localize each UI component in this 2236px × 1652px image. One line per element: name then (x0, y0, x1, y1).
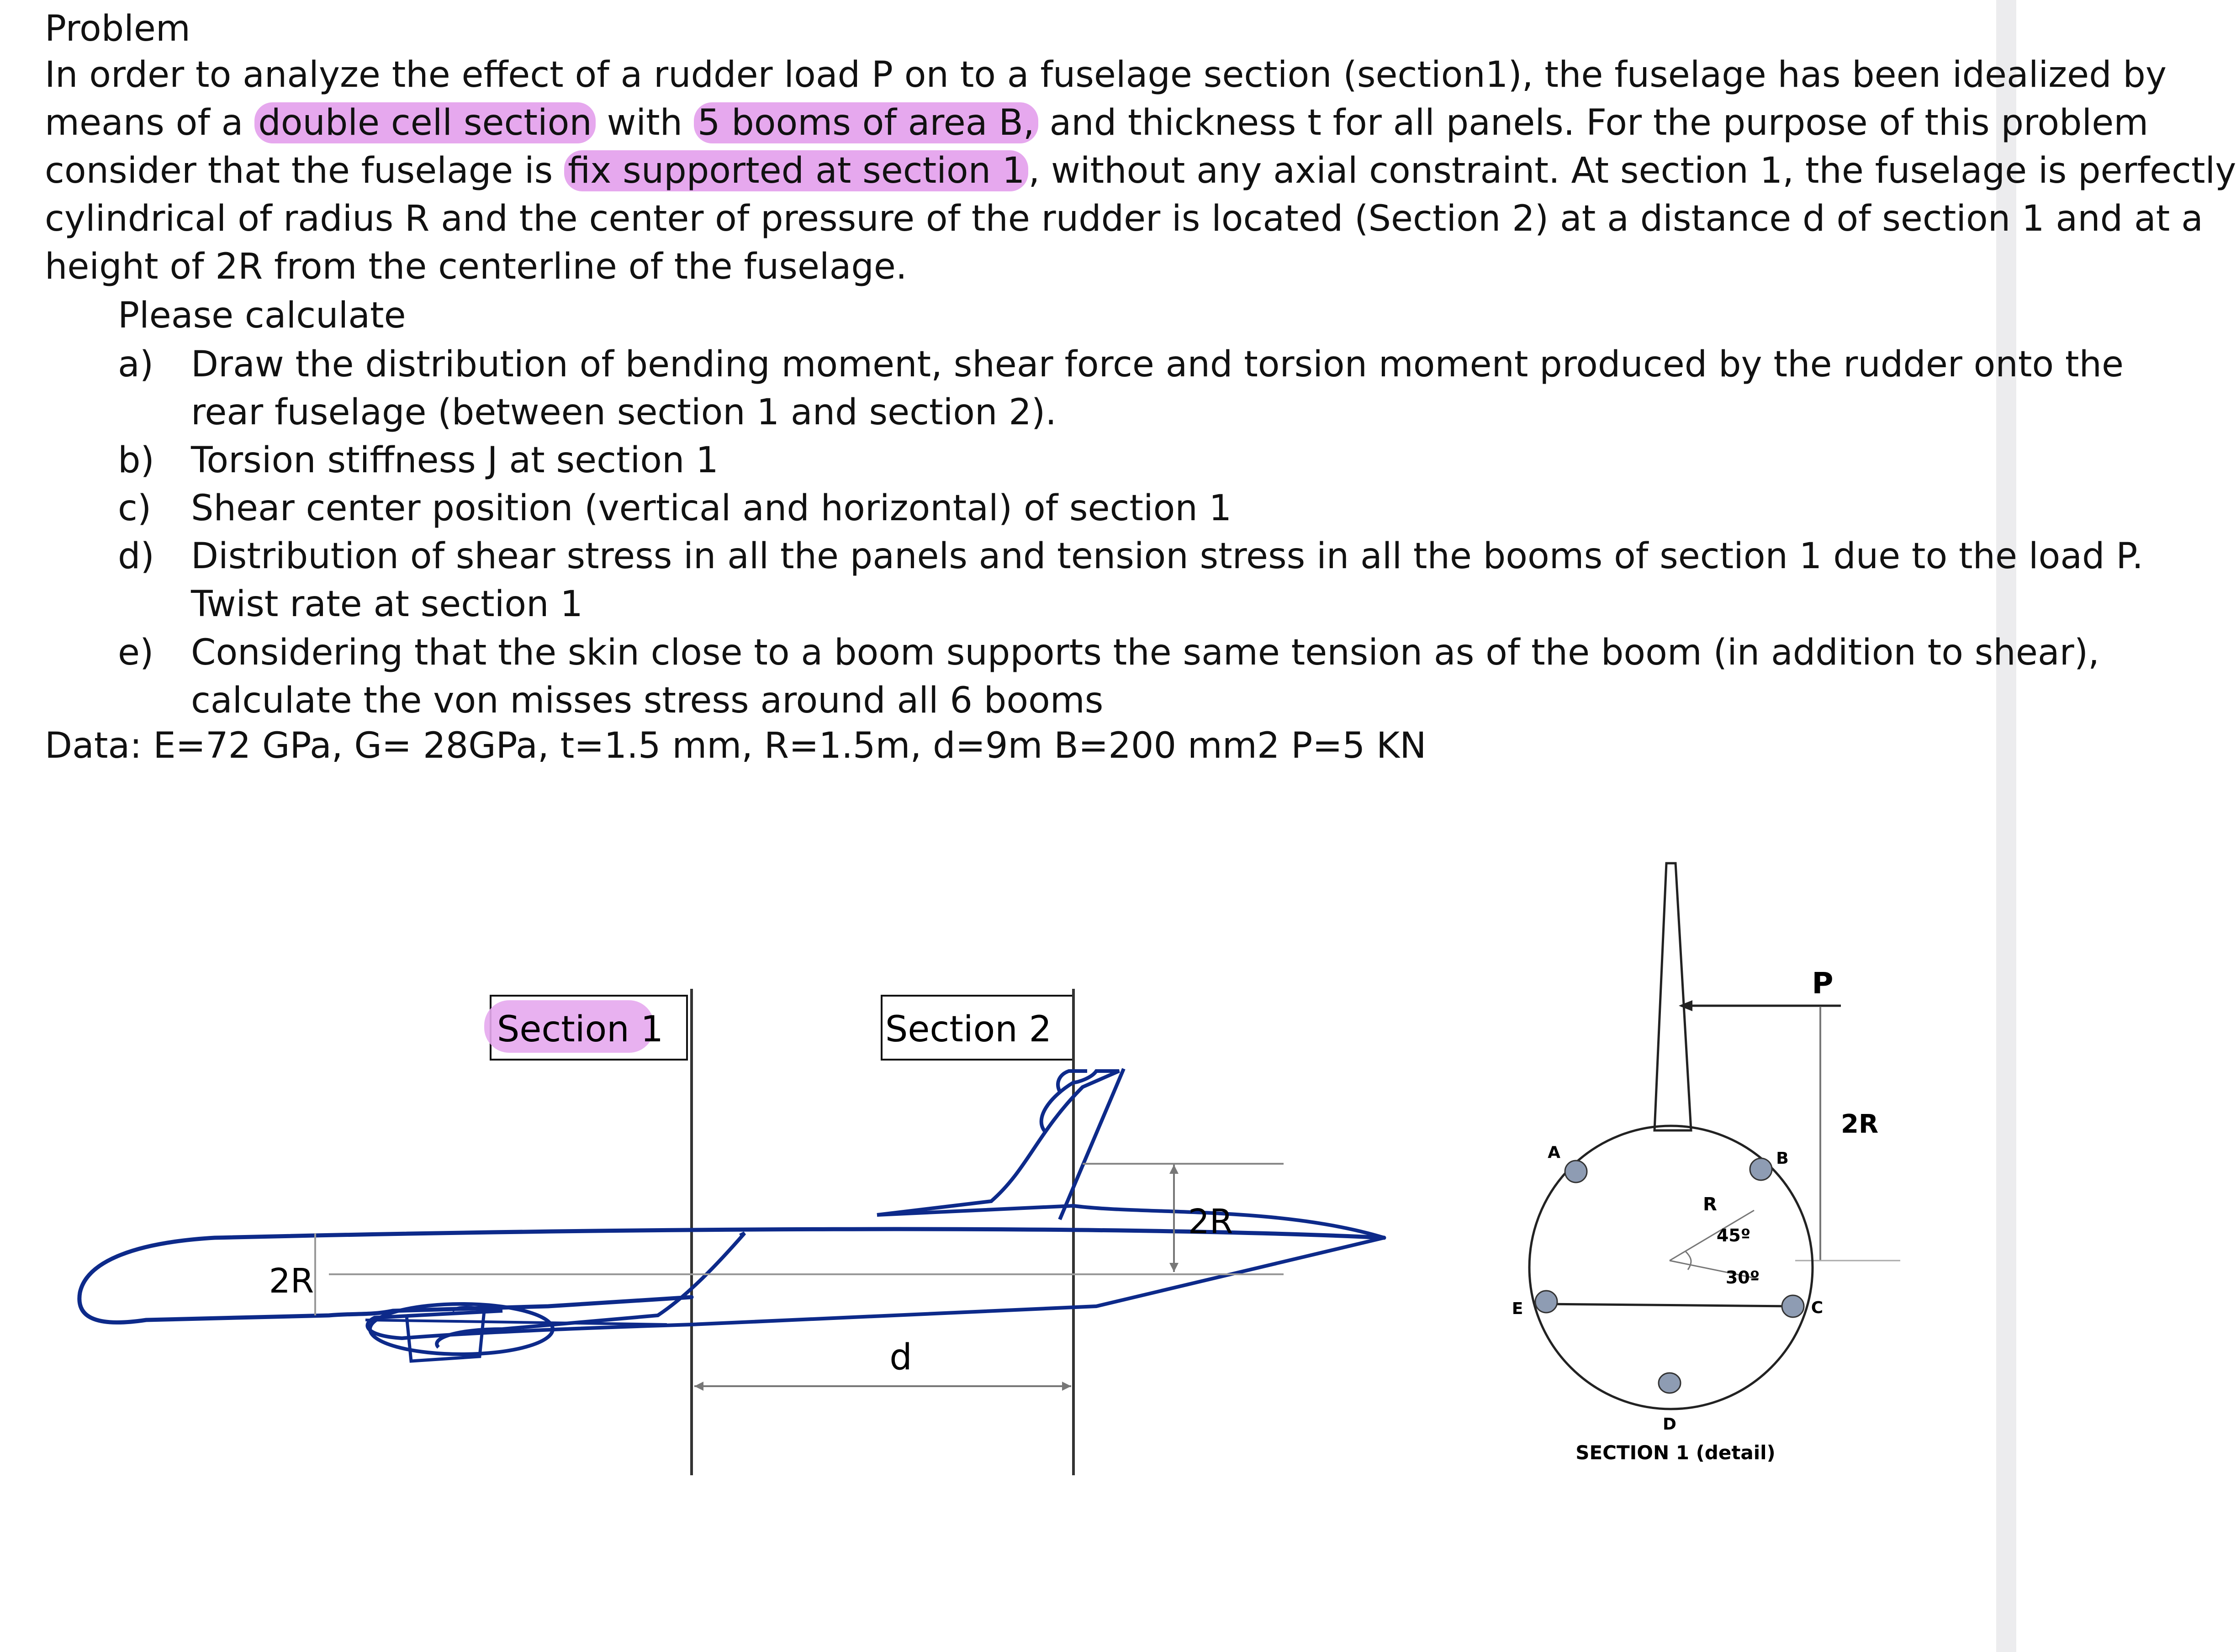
statement-line-5: height of 2R from the centerline of the fuselage. (45, 246, 907, 287)
rudder-fin (1655, 863, 1691, 1130)
load-label: P (1812, 967, 1834, 1001)
boom-d-label: D (1663, 1415, 1676, 1434)
statement-line-1: In order to analyze the effect of a rudder load P on to a fuselage section (section1), the fuselage has been idealized by (45, 54, 2167, 95)
distance-label: d (889, 1337, 912, 1378)
boom-b (1750, 1158, 1772, 1180)
boom-c (1782, 1295, 1804, 1317)
angle-arc (1686, 1251, 1691, 1270)
angle-30-label: 30º (1725, 1267, 1760, 1288)
boom-c-label: C (1811, 1298, 1824, 1317)
horizontal-web (1543, 1304, 1793, 1306)
statement-line-2: means of a double cell section with 5 booms of area B, and thickness t for all panels. For the purpose of this problem (45, 102, 2149, 143)
boom-b-label: B (1776, 1149, 1789, 1168)
section2-label: Section 2 (885, 1009, 1052, 1050)
load-arrow (1679, 1000, 1692, 1011)
left-height-label: 2R (269, 1261, 314, 1301)
boom-a-label: A (1548, 1143, 1560, 1162)
problem-title: Problem (45, 8, 190, 49)
section-detail-caption: SECTION 1 (detail) (1575, 1441, 1776, 1464)
boom-a (1565, 1161, 1587, 1182)
boom-e-label: E (1512, 1299, 1523, 1318)
load-height-label: 2R (1841, 1109, 1879, 1139)
section1-label: Section 1 (497, 1009, 664, 1050)
problem-document: Problem In order to analyze the effect of a rudder load P on to a fuselage section (section1), the fuselage has been idealized by means of a double cell section with 5 booms of area B, and thickness t for all panels. For the purpose of this problem consider that the fuselage is fix supported at section 1 , without any axial constraint. At section 1, the fuselage is perfectly cylindrical of radius R and the center of pressure of the rudder is located (Section 2) at a distance d of section 1 and at a height of 2R from the centerline of the fuselage. Please calculate a) Draw the distribution of bending moment, shear force and torsion moment produced by the rudder onto the rear fuselage (between section 1 and section 2). b) Torsion stiffness J at section 1 c) Shear center position (vertical and horizontal) of section 1 d) Distribution of shear stress in all the panels and tension stress in all the booms of section 1 due to the load P. Twist rate at section 1 e) Considering that the skin close to a boom supports the same tension as of the boom (in addition to shear), calculate the von misses stress around all 6 booms Data: E=72 GPa, G= 28GPa, t=1.5 mm, R=1.5m, d=9m B=200 mm2 P=5 KN Section 1 Section 2 2R 2R d P 2R R 45º 30º A B C D E SECTION 1 (detail) (0, 0, 2016, 1652)
statement-line-4: cylindrical of radius R and the center of pressure of the rudder is located (Section 2) at a distance d of section 1 and at a (45, 198, 2203, 239)
tail-height-label: 2R (1188, 1202, 1233, 1241)
highlight-double-cell: double cell section (254, 102, 596, 143)
highlight-fix-supported: fix supported at section 1 (564, 150, 1028, 191)
data-line: Data: E=72 GPa, G= 28GPa, t=1.5 mm, R=1.5m, d=9m B=200 mm2 P=5 KN (45, 725, 1427, 766)
angle-45-label: 45º (1716, 1225, 1751, 1246)
calculate-intro: Please calculate (118, 295, 406, 336)
statement-line-3: consider that the fuselage is fix supported at section 1 , without any axial constraint. At section 1, the fuselage is perfectly (45, 150, 2236, 191)
highlight-booms: 5 booms of area B, (694, 102, 1038, 143)
boom-d (1659, 1373, 1681, 1393)
radius-label: R (1703, 1194, 1717, 1215)
boom-e (1535, 1291, 1557, 1313)
